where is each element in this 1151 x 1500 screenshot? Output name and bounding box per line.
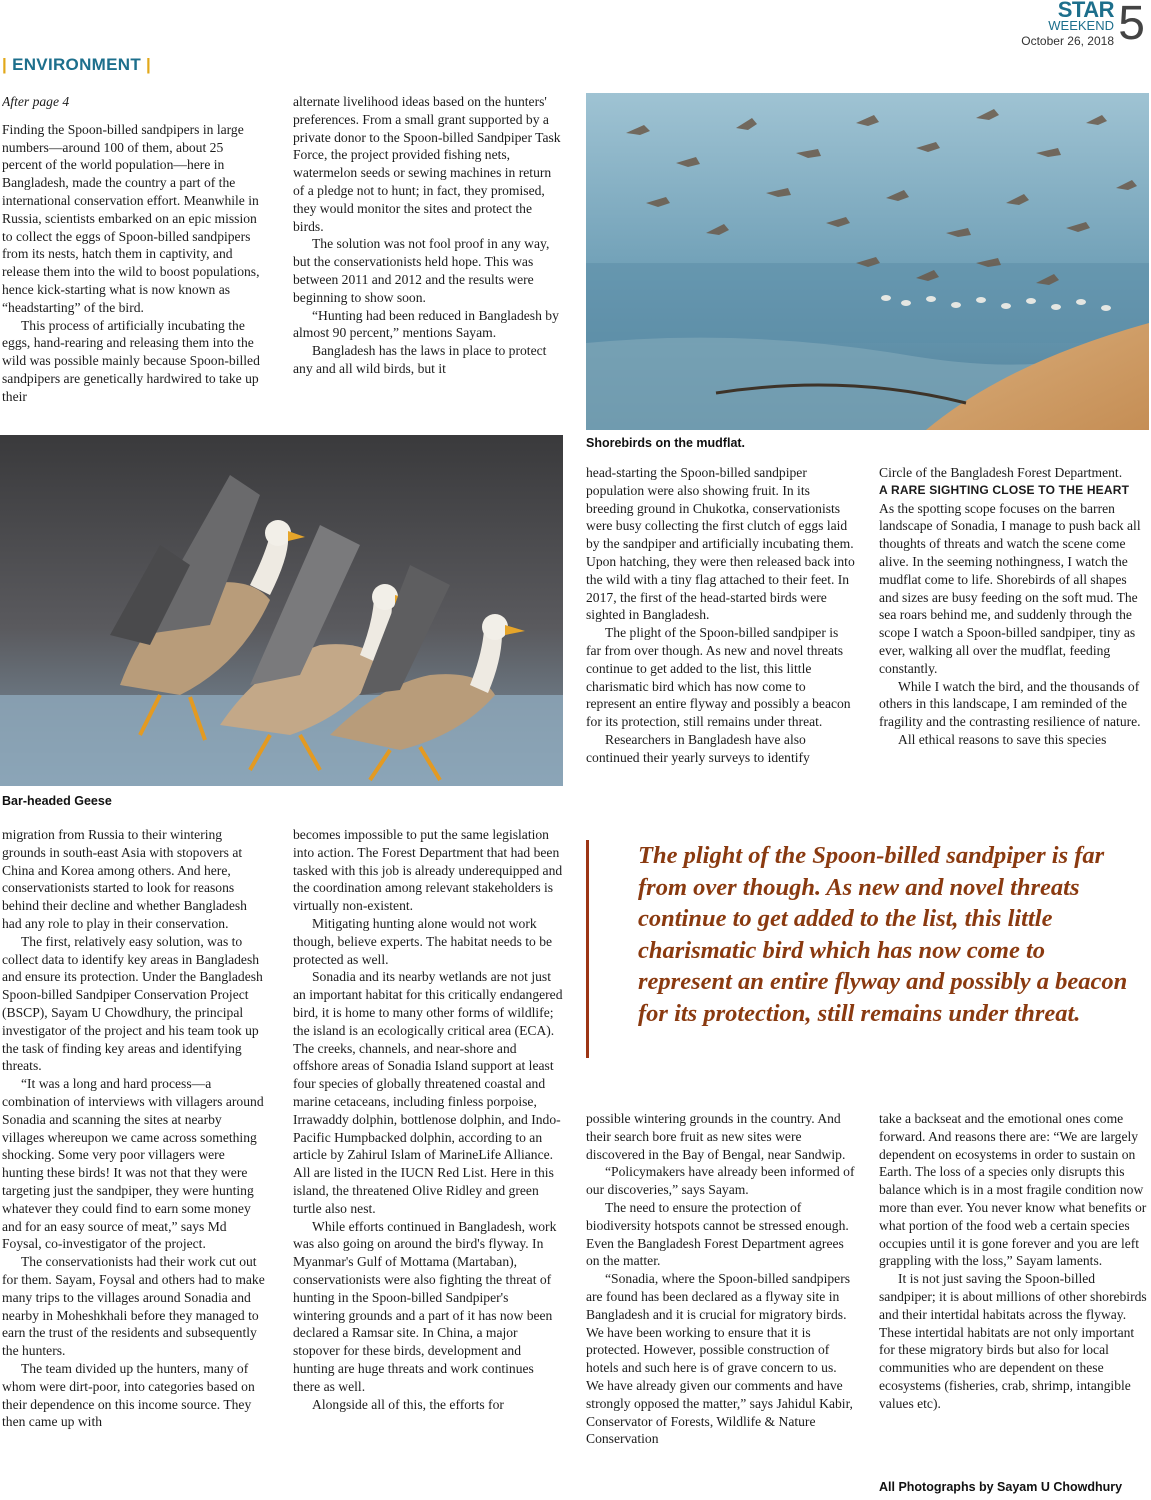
- paragraph: “Hunting had been reduced in Bangladesh by almost 90 percent,” mentions Sayam.: [293, 307, 559, 341]
- continuation-note: After page 4: [2, 94, 70, 109]
- paragraph: Sonadia and its nearby wetlands are not just an important habitat for this critically endangered bird, it is home to many other forms of wildlife; the island is an ecologically critical area (ECA). The creeks, channels, and near-shore and offshore areas of Sonadia Island support at least four species of globally threatened coastal and marine cetaceans, including finless porpoise, Irrawaddy dolphin, bottlenose dolphin, and Indo-Pacific Humpbacked dolphin, according to an article by Zahirul Islam of MarineLife Alliance. All are listed in the IUCN Red List. Here in this island, the threatened Olive Ridley and green turtle also nest.: [293, 969, 563, 1216]
- paragraph: Alongside all of this, the efforts for: [312, 1396, 504, 1412]
- paragraph: While efforts continued in Bangladesh, work was also going on around the bird's flyway. In Myanmar's Gulf of Mottama (Martaban), conservationists were also fighting the threat of hunting in the Spoon-billed Sandpiper's wintering grounds and a part of it has now been declared a Ramsar site. In China, a major stopover for these birds, development and hunting are huge threats and work continues there as well.: [293, 1218, 557, 1394]
- pull-quote: [586, 840, 1146, 1070]
- masthead-edition: WEEKEND: [1048, 18, 1114, 33]
- paragraph: The first, relatively easy solution, was to collect data to identify key areas in Bangladesh and ensure its protection. Under the Bangladesh Spoon-billed Sandpiper Conservation Project (BSCP), Sayam U Chowdhury, the principal investigator of the project and his team took up the task of finding key areas and identifying threats.: [2, 933, 263, 1074]
- page-number: 5: [1118, 0, 1145, 50]
- paragraph: possible wintering grounds in the country. And their search bore fruit as new sites were discovered in the Bay of Bengal, near Sandwip.: [586, 1111, 846, 1162]
- paragraph: The need to ensure the protection of biodiversity hotspots cannot be stressed enough. Even the Bangladesh Forest Department agrees on the matter.: [586, 1199, 849, 1269]
- paragraph: becomes impossible to put the same legislation into action. The Forest Department that had been tasked with this job is already underequipped and the coordination among relevant stakeholders is virtually non-existent.: [293, 827, 563, 914]
- paragraph: migration from Russia to their wintering grounds in south-east Asia with stopovers at China and Korea among others. And here, conservationists started to look for reasons behind their decline and whether Bangladesh had any role to play in their conservation.: [2, 827, 247, 931]
- paragraph: The conservationists had their work cut out for them. Sayam, Foysal and others had to make many trips to the villages around Sonadia and nearby in Moheshkhali before they managed to earn the trust of the residents and subsequently the hunters.: [2, 1254, 265, 1359]
- article-column-2-bottom: [293, 826, 563, 1496]
- paragraph: alternate livelihood ideas based on the hunters' preferences. From a small grant supported by a private donor to the Spoon-billed Sandpiper Task Force, the project provided fishing nets, watermelon seeds or sewing machines in return of a pledge not to hunt; in fact, they promised, they would monitor the sites and protect the birds.: [293, 94, 561, 234]
- article-column-3-mid: [586, 464, 856, 809]
- paragraph: While I watch the bird, and the thousands of others in this landscape, I am reminded of the fragility and the contrasting resilience of nature.: [879, 678, 1141, 730]
- geese-photo: [0, 435, 563, 786]
- article-column-2-top: [293, 93, 561, 418]
- paragraph: Mitigating hunting alone would not work though, believe experts. The habitat needs to be protected as well.: [293, 915, 553, 967]
- article-column-4-bottom: [879, 1110, 1147, 1470]
- paragraph: Finding the Spoon-billed sandpipers in large numbers—around 100 of them, about 25 percent of the world population—here in Bangladesh, made the country a part of the international conservation effort. Meanwhile in Russia, scientists embarked on an epic mission to collect the eggs of Spoon-billed sandpipers from its nests, hatch them in captivity, and release them into the wild to boost populations, hence kick-starting what is now known as “headstarting” of the bird.: [2, 121, 260, 315]
- paragraph: Researchers in Bangladesh have also continued their yearly surveys to identify: [586, 731, 810, 765]
- paragraph: The solution was not fool proof in any way, but the conservationists held hope. This was between 2011 and 2012 and the results were beginning to show soon.: [293, 236, 550, 305]
- paragraph: take a backseat and the emotional ones come forward. And reasons there are: “We are largely dependent on ecosystems in order to sustain on Earth. The loss of a species only disrupts this balance which is in a most fragile condition now more than ever. You never know what benefits or what portion of the food web a certain species occupies until it is gone forever and you are left grappling with the loss,” Sayam laments.: [879, 1111, 1147, 1269]
- shorebirds-illustration: [586, 93, 1149, 430]
- subheading: A RARE SIGHTING CLOSE TO THE HEART: [879, 482, 1130, 497]
- paragraph: Bangladesh has the laws in place to protect any and all wild birds, but it: [293, 343, 547, 376]
- paragraph: head-starting the Spoon-billed sandpiper population were also showing fruit. In its breeding ground in Chukotka, conservationists were busy collecting the first clutch of eggs laid by the sandpiper and artificially incubating them. Upon hatching, they were then released back into the wild with a tiny flag attached to their feet. In 2017, the first of the head-started birds were sighted in Bangladesh.: [586, 465, 855, 623]
- paragraph: It is not just saving the Spoon-billed sandpiper; it is about millions of other shorebirds and their intertidal habitats across the flyway. These intertidal habitats are not only important for these migratory birds but also for local communities who are dependent on these ecosystems (fisheries, crab, shrimp, intangible values etc).: [879, 1271, 1147, 1411]
- section-bar-right: |: [146, 55, 152, 74]
- masthead: [1005, 0, 1145, 52]
- paragraph: The plight of the Spoon-billed sandpiper is far from over though. As new and novel threats continue to get added to the list, this little charismatic bird which has now come to represent an entire flyway and possibly a beacon for its protection, still remains under threat.: [586, 625, 851, 730]
- paragraph: Circle of the Bangladesh Forest Department.: [879, 465, 1123, 480]
- article-column-4-mid: [879, 464, 1147, 809]
- shorebirds-caption: Shorebirds on the mudflat.: [586, 436, 746, 450]
- section-label: ENVIRONMENT: [12, 55, 142, 74]
- shorebirds-photo: [586, 93, 1149, 430]
- paragraph: “It was a long and hard process—a combination of interviews with villagers around Sonadia and scanning the sites at nearby villages whereupon we came across something shocking. Some very poor villagers were hunting these birds! It was not that they were targeting just the sandpiper, they were hunting whatever they could find to earn some money and for an easy source of meat,” says Md Foysal, co-investigator of the project.: [2, 1076, 264, 1252]
- section-tag: [2, 55, 151, 75]
- paragraph: “Policymakers have already been informed of our discoveries,” says Sayam.: [586, 1164, 855, 1198]
- article-column-1-bottom: [2, 826, 266, 1496]
- geese-caption: Bar-headed Geese: [2, 794, 112, 808]
- paragraph: The team divided up the hunters, many of whom were dirt-poor, into categories based on their dependence on this income source. They then came up with: [2, 1360, 255, 1430]
- section-bar-left: |: [2, 55, 8, 74]
- masthead-brand: STAR: [1057, 0, 1114, 22]
- masthead-date: October 26, 2018: [1021, 34, 1114, 48]
- paragraph: As the spotting scope focuses on the barren landscape of Sonadia, I manage to push back all thoughts of threats and watch the scene come alive. In the seeming nothingness, I watch the mudflat come to life. Shorebirds of all shapes and sizes are busy feeding on the soft mud. The sea roars behind me, and suddenly through the scope I watch a Spoon-billed sandpiper, tiny as ever, walking all over the mudflat, feeding constantly.: [879, 500, 1141, 676]
- article-column-3-bottom: [586, 1110, 856, 1498]
- pull-quote-rule: [586, 840, 589, 1058]
- geese-illustration: [0, 435, 563, 786]
- article-column-1-top: [2, 93, 264, 423]
- paragraph: All ethical reasons to save this species: [898, 731, 1107, 747]
- photo-credit: All Photographs by Sayam U Chowdhury: [879, 1480, 1123, 1494]
- paragraph: This process of artificially incubating the eggs, hand-rearing and releasing them into the wild was possible mainly because Spoon-billed sandpipers are genetically hardwired to take up their: [2, 317, 260, 404]
- paragraph: “Sonadia, where the Spoon-billed sandpipers are found has been declared as a flyway site in Bangladesh and it is crucial for migratory birds. We have been working to ensure that it is protected. However, possible construction of hotels and such here is of grave concern to us. We have already given our comments and have strongly opposed the matter,” says Jahidul Kabir, Conservator of Forests, Wildlife & Nature Conservation: [586, 1271, 853, 1447]
- pull-quote-text: The plight of the Spoon-billed sandpiper is far from over though. As new and novel threats continue to get added to the list, this little charismatic bird which has now come to represent an entire flyway and possibly a beacon for its protection, still remains under threat.: [638, 842, 1128, 1027]
